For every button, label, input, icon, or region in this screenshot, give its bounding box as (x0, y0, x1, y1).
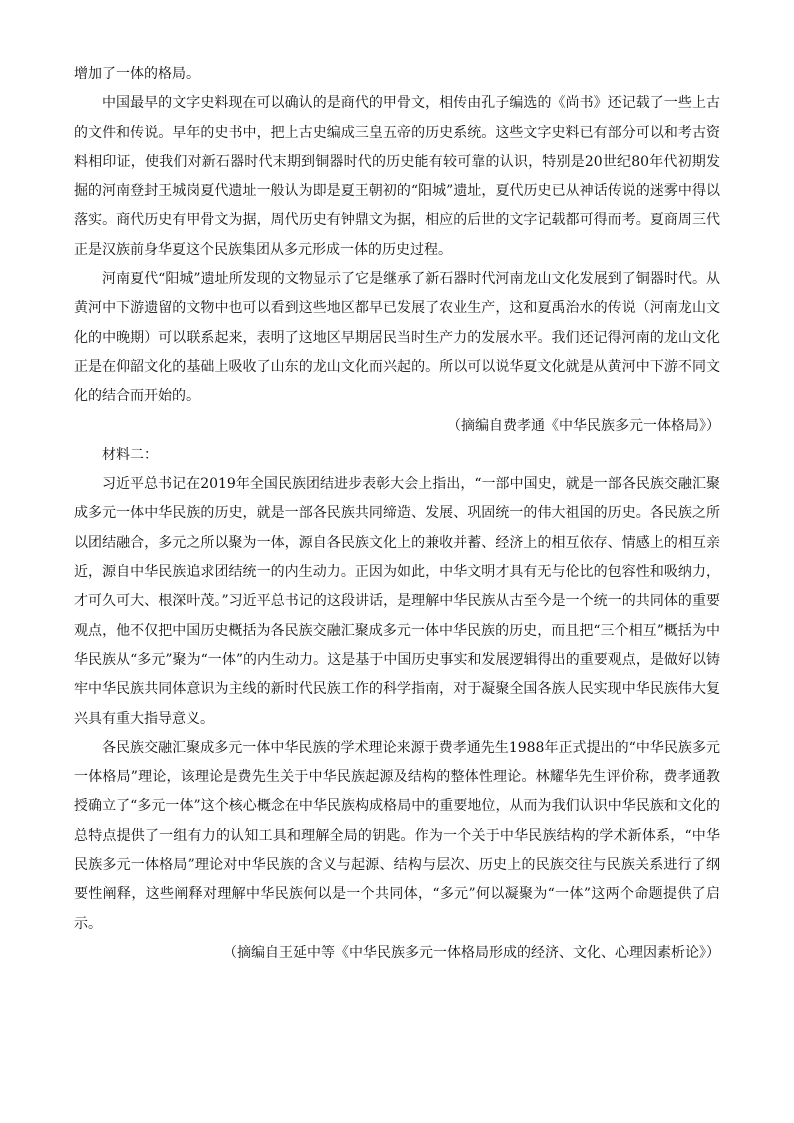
material-2-label: 材料二： (102, 446, 158, 463)
paragraph-speech: 习近平总书记在2019年全国民族团结进步表彰大会上指出，“一部中国史，就是一部各民族交融汇聚成多元一体中华民族的历史，就是一部各民族共同缔造、发展、巩固统一的伟大祖国的历史。各民族之所以团结融合，多元之所以聚为一体，源自各民族文化上的兼收并蓄、经济上的相互依存、情感上的相互亲近，源自中华民族追求团结统一的内生动力。正因为如此，中华文明才具有无与伦比的包容性和吸纳力，才可久可大、根深叶茂。”习近平总书记的这段讲话，是理解中华民族从古至今是一个统一的共同体的重要观点，他不仅把中国历史概括为各民族交融汇聚成多元一体中华民族的历史，而且把“三个相互”概括为中华民族从“多元”聚为“一体”的内生动力。这是基于中国历史事实和发展逻辑得出的重要观点，是做好以铸牢中华民族共同体意识为主线的新时代民族工作的科学指南，对于凝聚全国各族人民实现中华民族伟大复兴具有重大指导意义。 (74, 476, 720, 727)
paragraph-oracle-bones: 中国最早的文字史料现在可以确认的是商代的甲骨文，相传由孔子编选的《尚书》还记载了一些上古的文件和传说。早年的史书中，把上古史编成三皇五帝的历史系统。这些文字史料已有部分可以和考古资料相印证，使我们对新石器时代末期到铜器时代的历史能有较可靠的认识，特别是20世纪80年代初期发掘的河南登封王城岗夏代遗址一般认为即是夏王朝初的“阳城”遗址，夏代历史已从神话传说的迷雾中得以落实。商代历史有甲骨文为据，周代历史有钟鼎文为据，相应的后世的文字记载都可得而考。夏商周三代正是汉族前身华夏这个民族集团从多元形成一体的历史过程。 (74, 95, 720, 258)
paragraph-yangcheng-site: 河南夏代“阳城”遗址所发现的文物显示了它是继承了新石器时代河南龙山文化发展到了铜器时代。从黄河中下游遗留的文物中也可以看到这些地区都早已发展了农业生产，这和夏禹治水的传说（河南龙山文化的中晚期）可以联系起来，表明了这地区早期居民当时生产力的发展水平。我们还记得河南的龙山文化正是在仰韶文化的基础上吸收了山东的龙山文化而兴起的。所以可以说华夏文化就是从黄河中下游不同文化的结合而开始的。 (74, 271, 720, 405)
paragraph-continuation: 增加了一体的格局。 (74, 66, 200, 82)
source-citation-2: （摘编自王延中等《中华民族多元一体格局形成的经济、文化、心理因素析论》） (223, 944, 720, 961)
source-citation-1: （摘编自费孝通《中华民族多元一体格局》） (447, 417, 720, 434)
document-page (74, 60, 720, 968)
paragraph-theory: 各民族交融汇聚成多元一体中华民族的学术理论来源于费孝通先生1988年正式提出的“中华民族多元一体格局”理论，该理论是费先生关于中华民族起源及结构的整体性理论。林耀华先生评价称，费孝通教授确立了“多元一体”这个核心概念在中华民族构成格局中的重要地位，从而为我们认识中华民族和文化的总特点提供了一组有力的认知工具和理解全局的钥匙。作为一个关于中华民族结构的学术新体系，“中华民族多元一体格局”理论对中华民族的含义与起源、结构与层次、历史上的民族交往与民族关系进行了纲要性阐释，这些阐释对理解中华民族何以是一个共同体，“多元”何以凝聚为“一体”这两个命题提供了启示。 (74, 739, 720, 932)
